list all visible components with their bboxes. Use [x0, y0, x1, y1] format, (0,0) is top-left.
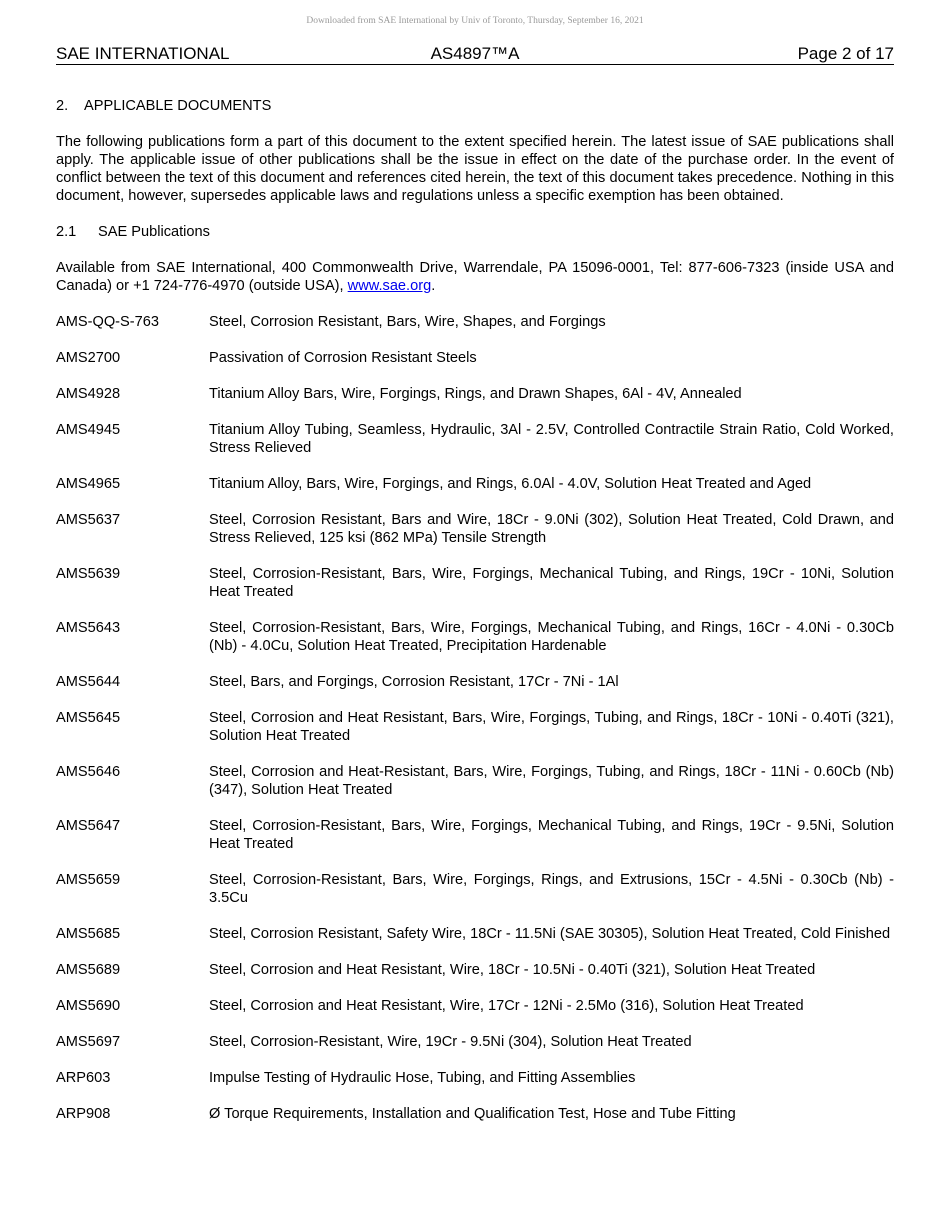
document-id: AMS4928	[56, 386, 121, 402]
document-list-item	[56, 511, 894, 547]
document-list-item	[56, 385, 894, 403]
header-doc-number: AS4897™A	[430, 44, 520, 63]
availability-text: Available from SAE International, 400 Commonwealth Drive, Warrendale, PA 15096-0001, Tel: 877-606-7323 (inside USA and Canada) or +1 724-776-4970 (outside USA),	[56, 260, 894, 294]
document-list-item	[56, 709, 894, 745]
document-id: AMS5639	[56, 566, 121, 582]
document-list-item	[56, 313, 894, 331]
document-id: AMS4945	[56, 422, 121, 438]
document-id: AMS4965	[56, 476, 121, 492]
document-list-item	[56, 673, 894, 691]
document-id: AMS5689	[56, 962, 121, 978]
document-id: AMS5659	[56, 872, 121, 888]
availability-paragraph	[56, 259, 894, 295]
document-id: AMS5647	[56, 818, 121, 834]
document-list-item	[56, 871, 894, 907]
header-org: SAE INTERNATIONAL	[56, 44, 230, 63]
document-title: Titanium Alloy Tubing, Seamless, Hydraulic, 3Al - 2.5V, Controlled Contractile Strain Ratio, Cold Worked, Stress Relieved	[209, 422, 894, 456]
document-list-item	[56, 565, 894, 601]
document-id: AMS5697	[56, 1034, 121, 1050]
document-id: AMS5685	[56, 926, 121, 942]
document-list-item	[56, 817, 894, 853]
section-number: 2.	[56, 98, 69, 114]
subsection-title: SAE Publications	[98, 224, 210, 240]
document-list-item	[56, 421, 894, 457]
document-title: Steel, Corrosion Resistant, Bars and Wire, 18Cr - 9.0Ni (302), Solution Heat Treated, Cold Drawn, and Stress Relieved, 125 ksi (862 MPa) Tensile Strength	[209, 512, 894, 546]
document-id: AMS5646	[56, 764, 121, 780]
document-list-item	[56, 1105, 894, 1123]
section-paragraph: The following publications form a part of this document to the extent specified herein. The latest issue of SAE publications shall apply. The applicable issue of other publications shall be the issue in effect on the date of the purchase order. In the event of conflict between the text of this document and references cited herein, the text of this document takes precedence. Nothing in this document, however, supersedes applicable laws and regulations unless a specific exemption has been obtained.	[56, 134, 894, 204]
document-id: AMS5690	[56, 998, 121, 1014]
document-list-item	[56, 475, 894, 493]
document-id: AMS5643	[56, 620, 121, 636]
document-list-item	[56, 961, 894, 979]
document-list-item	[56, 349, 894, 367]
document-list	[56, 313, 894, 1123]
document-title: Steel, Corrosion-Resistant, Bars, Wire, Forgings, Mechanical Tubing, and Rings, 19Cr - 10Ni, Solution Heat Treated	[209, 566, 894, 600]
document-list-item	[56, 1033, 894, 1051]
document-title: Titanium Alloy, Bars, Wire, Forgings, and Rings, 6.0Al - 4.0V, Solution Heat Treated and Aged	[209, 476, 812, 492]
document-list-item	[56, 763, 894, 799]
document-title: Steel, Corrosion and Heat Resistant, Wire, 18Cr - 10.5Ni - 0.40Ti (321), Solution Heat Treated	[209, 962, 816, 978]
download-watermark: Downloaded from SAE International by Univ of Toronto, Thursday, September 16, 2021	[306, 16, 644, 26]
document-id: AMS5637	[56, 512, 121, 528]
header-page-number: Page 2 of 17	[797, 44, 894, 63]
document-title: Steel, Corrosion Resistant, Bars, Wire, Shapes, and Forgings	[209, 314, 606, 330]
document-title: Steel, Bars, and Forgings, Corrosion Resistant, 17Cr - 7Ni - 1Al	[209, 674, 619, 690]
document-title: Steel, Corrosion Resistant, Safety Wire, 18Cr - 11.5Ni (SAE 30305), Solution Heat Treated, Cold Finished	[209, 926, 891, 942]
section-heading	[56, 97, 894, 115]
subsection-number: 2.1	[56, 224, 77, 240]
document-id: AMS2700	[56, 350, 121, 366]
document-body	[56, 97, 894, 1123]
document-title: Steel, Corrosion-Resistant, Bars, Wire, Forgings, Mechanical Tubing, and Rings, 16Cr - 4.0Ni - 0.30Cb (Nb) - 4.0Cu, Solution Heat Treated, Precipitation Hardenable	[209, 620, 894, 654]
page-header	[56, 44, 894, 65]
document-title: Steel, Corrosion-Resistant, Bars, Wire, Forgings, Mechanical Tubing, and Rings, 19Cr - 9.5Ni, Solution Heat Treated	[209, 818, 894, 852]
document-list-item	[56, 997, 894, 1015]
subsection-heading	[56, 223, 894, 241]
sae-website-link[interactable]: www.sae.org	[347, 278, 432, 294]
availability-trailing: .	[431, 278, 436, 294]
section-title: APPLICABLE DOCUMENTS	[84, 98, 272, 114]
document-title: Steel, Corrosion and Heat Resistant, Bars, Wire, Forgings, Tubing, and Rings, 18Cr - 10Ni - 0.40Ti (321), Solution Heat Treated	[209, 710, 894, 744]
document-title: Titanium Alloy Bars, Wire, Forgings, Rings, and Drawn Shapes, 6Al - 4V, Annealed	[209, 386, 742, 402]
document-title: Ø Torque Requirements, Installation and Qualification Test, Hose and Tube Fitting	[209, 1106, 736, 1122]
document-title: Steel, Corrosion-Resistant, Wire, 19Cr - 9.5Ni (304), Solution Heat Treated	[209, 1034, 692, 1050]
document-title: Steel, Corrosion and Heat Resistant, Wire, 17Cr - 12Ni - 2.5Mo (316), Solution Heat Treated	[209, 998, 804, 1014]
document-list-item	[56, 925, 894, 943]
document-id: AMS5644	[56, 674, 121, 690]
document-title: Steel, Corrosion-Resistant, Bars, Wire, Forgings, Rings, and Extrusions, 15Cr - 4.5Ni - 0.30Cb (Nb) - 3.5Cu	[209, 872, 894, 906]
document-title: Impulse Testing of Hydraulic Hose, Tubing, and Fitting Assemblies	[209, 1070, 636, 1086]
document-id: AMS5645	[56, 710, 121, 726]
document-title: Steel, Corrosion and Heat-Resistant, Bars, Wire, Forgings, Tubing, and Rings, 18Cr - 11Ni - 0.60Cb (Nb) (347), Solution Heat Treated	[209, 764, 894, 798]
document-list-item	[56, 619, 894, 655]
document-id: ARP603	[56, 1070, 111, 1086]
document-title: Passivation of Corrosion Resistant Steels	[209, 350, 477, 366]
document-id: ARP908	[56, 1106, 111, 1122]
document-list-item	[56, 1069, 894, 1087]
document-id: AMS-QQ-S-763	[56, 314, 159, 330]
